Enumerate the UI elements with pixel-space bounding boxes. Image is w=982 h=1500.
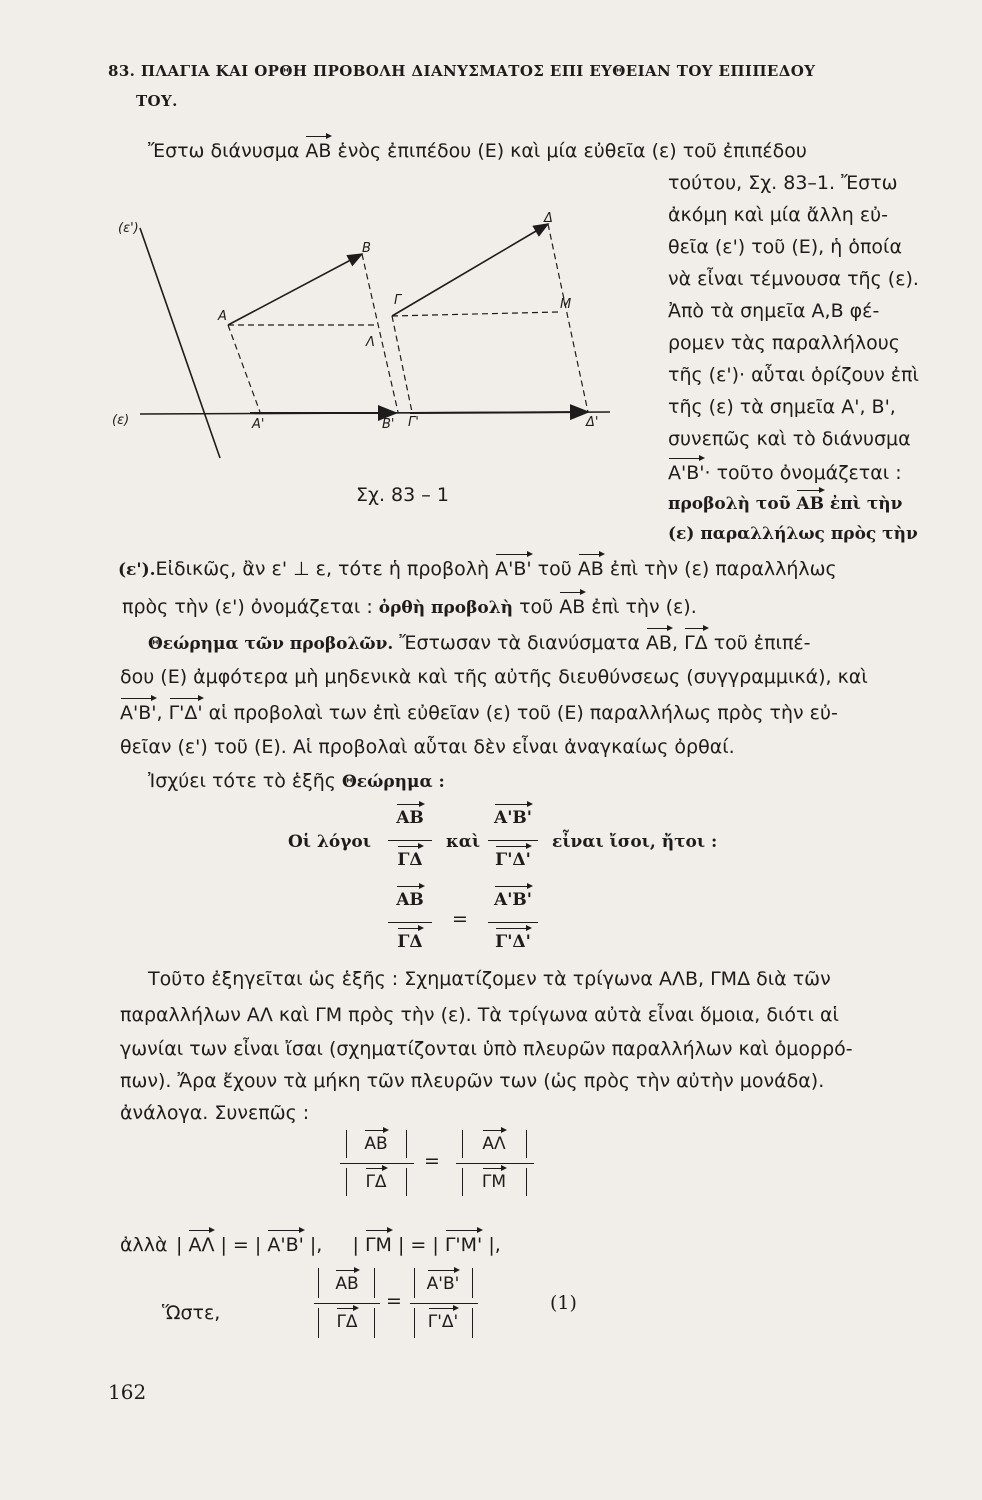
eq-sign-2: = — [424, 1150, 440, 1172]
ratio1-line — [388, 840, 432, 841]
ratio2-den: Γ'Δ' — [495, 850, 531, 870]
ratio-and: καὶ — [446, 832, 481, 852]
line-eps-prime — [140, 228, 220, 458]
eq1-line — [388, 922, 432, 923]
figure-caption: Σχ. 83 – 1 — [356, 484, 449, 506]
ratio-text-b: εἶναι ἴσοι, ἤτοι : — [552, 832, 718, 852]
mod-GM: ΓΜ — [481, 1172, 507, 1192]
label-B: Β — [362, 241, 371, 256]
mod-GD: ΓΔ — [365, 1172, 387, 1192]
alla-equation: | ΑΛ | = | Α'Β' |, | ΓΜ | = | Γ'Μ' |, — [176, 1234, 501, 1256]
dashed-GM — [392, 312, 558, 316]
vector-A1B1: Α'Β' — [668, 462, 705, 484]
parallel-D — [548, 224, 588, 412]
vector-GD-arrow — [392, 224, 548, 316]
parallel-A — [228, 325, 260, 412]
intro-right-line-8: τῆς (ε) τὰ σημεῖα Α', Β', — [668, 396, 896, 418]
intro-line-1: Ἔστω διάνυσμα ΑΒ ἑνὸς ἐπιπέδου (Ε) καὶ μία εὐθεῖα (ε) τοῦ ἐπιπέδου — [148, 140, 807, 162]
section-title: 83. ΠΛΑΓΙΑ ΚΑΙ ΟΡΘΗ ΠΡΟΒΟΛΗ ΔΙΑΝΥΣΜΑΤΟΣ ΕΠΙ ΕΥΘΕΙΑΝ ΤΟΥ ΕΠΙΠΕΔΟΥ — [108, 62, 816, 80]
special-case-line-2: πρὸς τὴν (ε') ὀνομάζεται : ὀρθὴ προβολὴ τοῦ ΑΒ ἐπὶ τὴν (ε). — [122, 596, 697, 618]
eq-sign: = — [452, 908, 468, 930]
explanation-line-2: παραλλήλων ΑΛ καὶ ΓΜ πρὸς τὴν (ε). Τὰ τρίγωνα αὐτὰ εἶναι ὅμοια, διότι αἱ — [120, 1004, 839, 1026]
explanation-line-1: Τοῦτο ἐξηγεῖται ὡς ἑξῆς : Σχηματίζομεν τὰ τρίγωνα ΑΛΒ, ΓΜΔ διὰ τῶν — [148, 968, 831, 990]
vector-A1B1: Α'Β' — [495, 558, 532, 580]
ratio-text-a: Οἱ λόγοι — [288, 832, 371, 852]
mod-AB-2: ΑΒ — [335, 1274, 359, 1294]
mod-AB: ΑΒ — [364, 1134, 388, 1154]
label-M: Μ — [560, 297, 572, 312]
intro-right-line-9: συνεπῶς καὶ τὸ διάνυσμα — [668, 428, 911, 450]
intro-right-line-6: ρομεν τὰς παραλλήλους — [668, 332, 900, 354]
mod-AL: ΑΛ — [482, 1134, 506, 1154]
intro-right-line-1: τούτου, Σχ. 83–1. Ἔστω — [668, 172, 898, 194]
eq2-den: Γ'Δ' — [495, 932, 531, 952]
intro-right-line-4: νὰ εἶναι τέμνουσα τῆς (ε). — [668, 268, 919, 290]
intro-right-line-10: Α'Β'· τοῦτο ὀνομάζεται : — [668, 462, 902, 484]
frac-line-d — [410, 1303, 478, 1304]
ratio2-num: Α'Β' — [494, 808, 532, 828]
ratio1-num: ΑΒ — [396, 808, 424, 828]
parallel-B — [362, 254, 398, 412]
vector-AB: ΑΒ — [559, 596, 586, 618]
label-G1: Γ' — [408, 415, 419, 430]
label-Delta: Δ — [544, 211, 553, 226]
label-A: Α — [218, 309, 227, 324]
mod-G1D1: Γ'Δ' — [427, 1312, 459, 1332]
intro-right-line-3: θεῖα (ε') τοῦ (Ε), ἡ ὁποία — [668, 236, 902, 258]
eq-sign-3: = — [386, 1290, 402, 1312]
parallel-G — [392, 316, 412, 412]
explanation-line-4: πων). Ἄρα ἔχουν τὰ μήκη τῶν πλευρῶν των (ὡς πρὸς τὴν αὐτὴν μονάδα). — [120, 1070, 825, 1092]
explanation-line-5: ἀνάλογα. Συνεπῶς : — [120, 1102, 310, 1124]
equation-number: (1) — [550, 1292, 577, 1314]
section-title-continuation: ΤΟΥ. — [136, 92, 178, 110]
theorem-line-1: Θεώρημα τῶν προβολῶν. Ἔστωσαν τὰ διανύσματα ΑΒ, ΓΔ τοῦ ἐπιπέ- — [148, 632, 811, 654]
frac-line-a — [340, 1163, 414, 1164]
mod-A1B1: Α'Β' — [426, 1274, 460, 1294]
intro-right-line-7: τῆς (ε')· αὗται ὁρίζουν ἐπὶ — [668, 364, 919, 386]
alla-word: ἀλλὰ — [120, 1234, 168, 1256]
label-eps: (ε) — [112, 413, 130, 428]
vector-AB: ΑΒ — [645, 632, 672, 654]
theorem-title: Θεώρημα τῶν προβολῶν. — [148, 634, 394, 654]
figure-83-1 — [110, 200, 650, 470]
vector-G1D1: Γ'Δ' — [168, 702, 203, 724]
theorem-line-3: Α'Β', Γ'Δ' αἱ προβολαὶ των ἐπὶ εὐθεῖαν (ε) τοῦ (Ε) παραλλήλως πρὸς τὴν εὐ- — [120, 702, 838, 724]
explanation-line-3: γωνίαι των εἶναι ἴσαι (σχηματίζονται ὑπὸ πλευρῶν παραλλήλων καὶ ὁμορρό- — [120, 1038, 853, 1060]
ratio1-den: ΓΔ — [397, 850, 423, 870]
intro-right-line-12: (ε) παραλλήλως πρὸς τὴν — [668, 524, 918, 544]
eq1-num: ΑΒ — [396, 890, 424, 910]
eq2-num: Α'Β' — [494, 890, 532, 910]
frac-line-b — [456, 1163, 534, 1164]
label-eps-prime: (ε') — [118, 221, 139, 236]
label-Gamma: Γ — [394, 293, 402, 308]
vector-AB: ΑΒ — [796, 494, 824, 514]
vector-AB-arrow — [228, 254, 362, 325]
vector-AB: ΑΒ — [305, 140, 332, 162]
page-number: 162 — [108, 1380, 147, 1404]
projection-G1D1-arrow — [410, 412, 588, 413]
vector-A1B1: Α'Β' — [120, 702, 157, 724]
mod-GD-2: ΓΔ — [336, 1312, 358, 1332]
vector-GD: ΓΔ — [684, 632, 708, 654]
eq1-den: ΓΔ — [397, 932, 423, 952]
frac-line-c — [314, 1303, 380, 1304]
label-A1: Α' — [252, 417, 265, 432]
label-D1: Δ' — [586, 415, 599, 430]
theorem-line-4: θεῖαν (ε') τοῦ (Ε). Αἱ προβολαὶ αὗται δὲν εἶναι ἀναγκαίως ὀρθαί. — [120, 736, 735, 758]
special-case-line-1: (ε').Εἰδικῶς, ἂν ε' ⊥ ε, τότε ἡ προβολὴ Α'Β' τοῦ ΑΒ ἐπὶ τὴν (ε) παραλλήλως — [118, 558, 837, 580]
label-Lambda: Λ — [366, 335, 375, 350]
vector-AB: ΑΒ — [577, 558, 604, 580]
oste-word: Ὥστε, — [162, 1302, 221, 1324]
intro-right-line-5: Ἀπὸ τὰ σημεῖα Α,Β φέ- — [668, 300, 880, 322]
label-B1: Β' — [382, 417, 395, 432]
eq2-line — [488, 922, 538, 923]
intro-right-line-2: ἀκόμη καὶ μία ἄλλη εὐ- — [668, 204, 889, 226]
ratio2-line — [488, 840, 538, 841]
intro-right-line-11: προβολὴ τοῦ ΑΒ ἐπὶ τὴν — [668, 494, 903, 514]
theorem-line-2: δου (Ε) ἀμφότερα μὴ μηδενικὰ καὶ τῆς αὐτῆς διευθύνσεως (συγγραμμικά), καὶ — [120, 666, 868, 688]
holds-line: Ἰσχύει τότε τὸ ἑξῆς Θεώρημα : — [148, 770, 445, 792]
